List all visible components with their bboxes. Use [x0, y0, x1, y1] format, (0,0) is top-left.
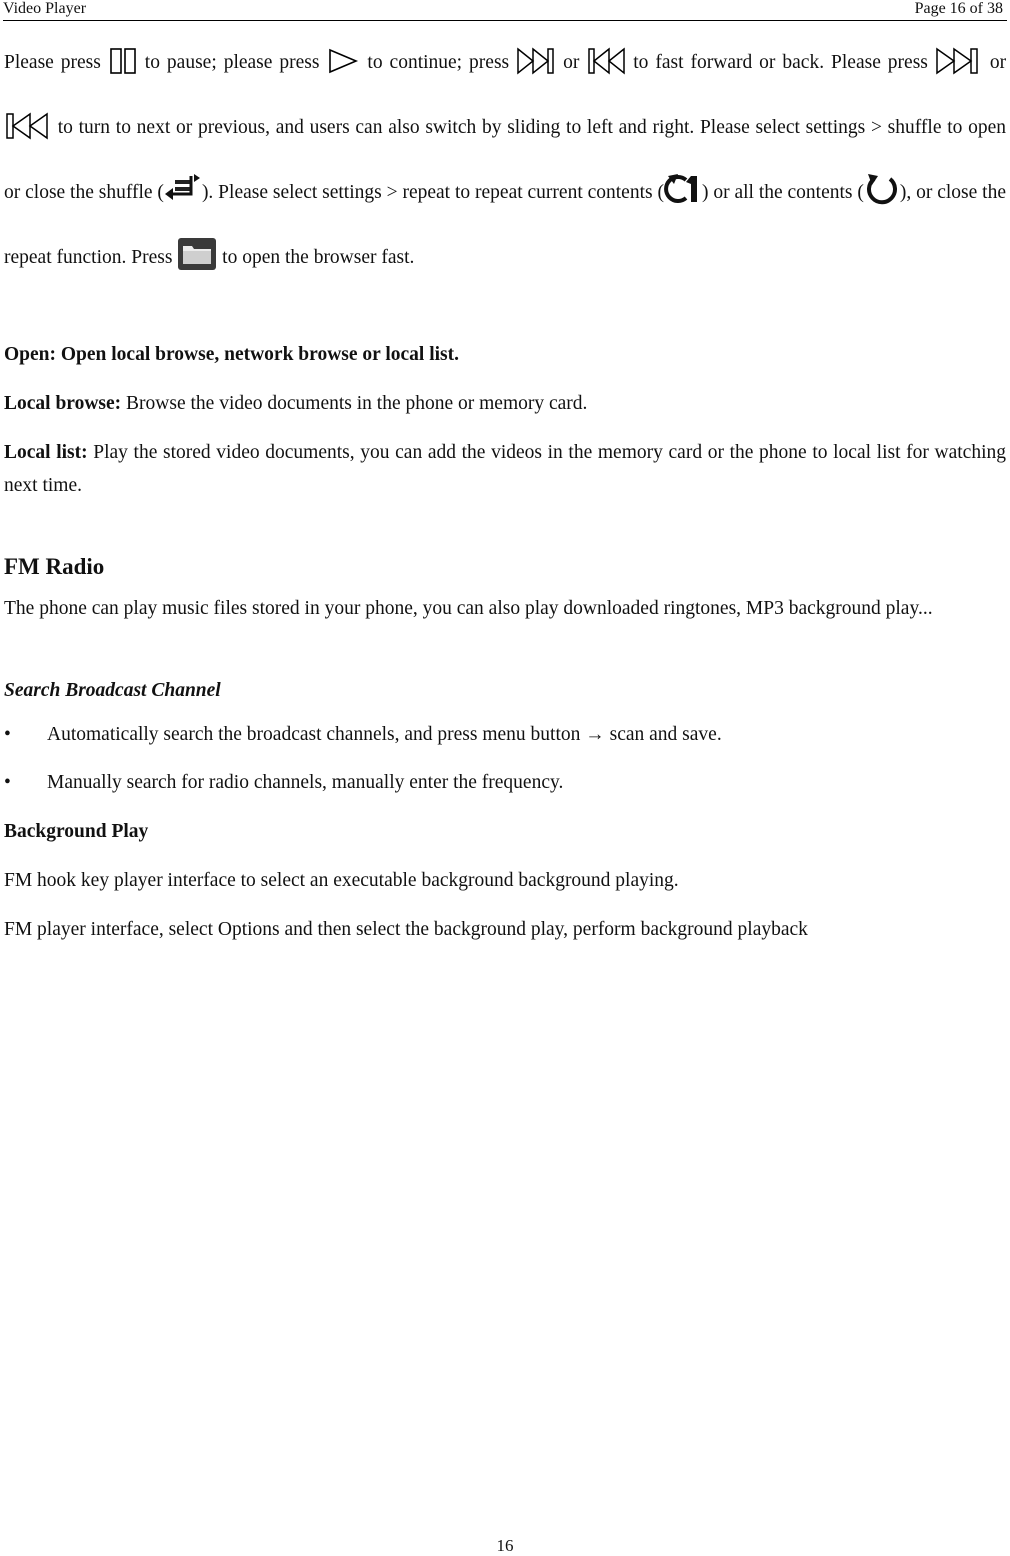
intro-text-11: to open the browser fast.	[222, 247, 415, 268]
list-item: • Manually search for radio channels, manually enter the frequency.	[4, 767, 1006, 798]
next-icon	[935, 46, 983, 76]
repeat-one-icon	[664, 172, 702, 206]
fm-radio-heading: FM Radio	[4, 554, 105, 579]
shuffle-icon	[164, 174, 202, 206]
intro-text-10: ), or close the repeat function. Press	[4, 182, 1007, 268]
intro-text-9: ) or all the contents (	[701, 182, 864, 203]
fm-radio-text: The phone can play music files stored in your phone, you can also play downloaded ringtones, MP3 background play...	[4, 598, 933, 619]
local-list-label: Local list:	[4, 442, 88, 463]
previous-icon	[4, 111, 52, 141]
local-browse-paragraph	[4, 387, 1006, 420]
pause-icon	[108, 46, 138, 76]
intro-text-6: or	[989, 52, 1007, 73]
rewind-icon	[586, 46, 626, 76]
intro-text-3: to continue; press	[367, 52, 510, 73]
fast-forward-icon	[516, 46, 556, 76]
header-title: Video Player	[3, 0, 87, 17]
play-icon	[326, 46, 360, 76]
intro-text-2: to pause; please press	[144, 52, 320, 73]
bullet-icon: •	[4, 724, 11, 745]
local-list-text: Play the stored video documents, you can add the videos in the memory card or the phone to local list for watching next time.	[4, 442, 1006, 496]
intro-text-8: ). Please select settings > repeat to repeat current contents (	[201, 182, 664, 203]
local-browse-label: Local browse:	[4, 393, 122, 414]
background-play-line-2: FM player interface, select Options and then select the background play, perform background playback	[4, 919, 808, 940]
video-controls-paragraph	[4, 30, 1006, 290]
open-heading: Open: Open local browse, network browse or local list.	[4, 344, 459, 365]
local-list-paragraph	[4, 436, 1006, 502]
local-browse-text: Browse the video documents in the phone or memory card.	[121, 393, 588, 414]
background-play-line-1: FM hook key player interface to select an executable background background playing.	[4, 870, 679, 891]
background-play-heading: Background Play	[4, 821, 149, 842]
intro-text-4: or	[563, 52, 580, 73]
search-broadcast-heading: Search Broadcast Channel	[4, 680, 221, 701]
intro-text-1: Please press	[4, 52, 101, 73]
page-header	[3, 0, 1007, 21]
folder-icon	[177, 237, 217, 271]
header-page-label: Page 16 of 38	[914, 0, 1003, 17]
list-item: • Automatically search the broadcast channels, and press menu button → scan and save.	[4, 719, 1006, 750]
repeat-all-icon	[864, 172, 900, 206]
page-number: 16	[496, 1536, 514, 1555]
intro-text-5: to fast forward or back. Please press	[633, 52, 928, 73]
intro-text-7: to turn to next or previous, and users can also switch by sliding to left and right. Please select settings > shuffle to open or close the shuffle (	[4, 117, 1007, 203]
page-content	[4, 30, 1006, 946]
bullet-icon: •	[4, 772, 11, 793]
